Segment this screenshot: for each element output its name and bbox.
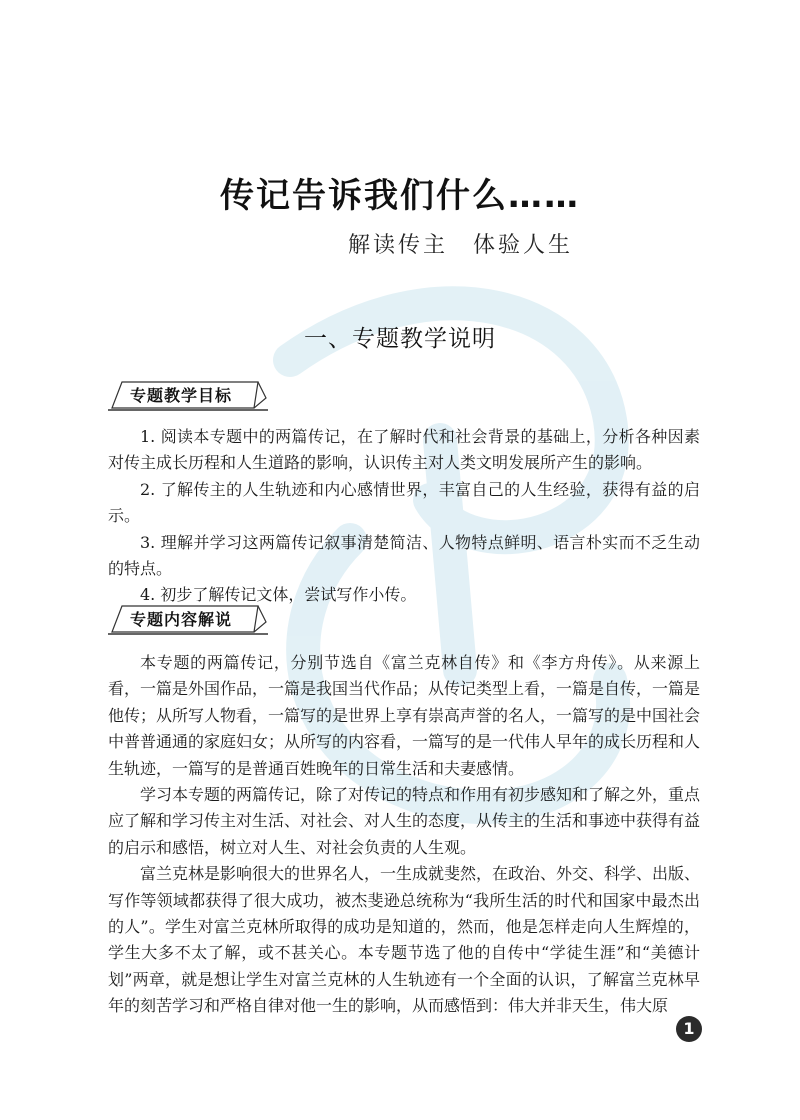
content-tab bbox=[108, 602, 278, 636]
content-paragraph-2: 学习本专题的两篇传记，除了对传记的特点和作用有初步感知和了解之外，重点应了解和学习传主对生活、对社会、对人生的态度，从传主的生活和事迹中获得有益的启示和感悟，树立对人生、对社会负责的人生观。 bbox=[108, 785, 701, 857]
goals-tab bbox=[108, 378, 278, 412]
page-title: 传记告诉我们什么…… bbox=[220, 176, 580, 216]
goal-item-2: 2. 了解传主的人生轨迹和内心感情世界，丰富自己的人生经验，获得有益的启示。 bbox=[108, 479, 700, 526]
page-number: 1 bbox=[676, 1016, 702, 1042]
section-heading: 一、专题教学说明 bbox=[304, 326, 496, 352]
goal-item-1: 1. 阅读本专题中的两篇传记，在了解时代和社会背景的基础上，分析各种因素对传主成长历程和人生道路的影响，认识传主对人类文明发展所产生的影响。 bbox=[108, 427, 700, 473]
content-tab-label: 专题内容解说 bbox=[130, 610, 233, 629]
content-body bbox=[108, 650, 700, 1020]
goals-list bbox=[108, 424, 700, 609]
page-subtitle: 解读传主 体验人生 bbox=[348, 233, 574, 258]
goal-item-3: 3. 理解并学习这两篇传记叙事清楚简洁、人物特点鲜明、语言朴实而不乏生动的特点。 bbox=[108, 532, 700, 579]
content-paragraph-1: 本专题的两篇传记，分别节选自《富兰克林自传》和《李方舟传》。从来源上看，一篇是外国作品，一篇是我国当代作品；从传记类型上看，一篇是自传，一篇是他传；从所写人物看，一篇写的是世界上享有崇高声誉的名人，一篇写的是中国社会中普普通通的家庭妇女；从所写的内容看，一篇写的是一代伟人早年的成长历程和人生轨迹，一篇写的是普通百姓晚年的日常生活和夫妻感情。 bbox=[108, 653, 701, 778]
content-paragraph-3: 富兰克林是影响很大的世界名人，一生成就斐然，在政治、外交、科学、出版、写作等领域都获得了很大成功，被杰斐逊总统称为“我所生活的时代和国家中最杰出的人”。学生对富兰克林所取得的成功是知道的，然而，他是怎样走向人生辉煌的，学生大多不太了解，或不甚关心。本专题节选了他的自传中“学徒生涯”和“美德计划”两章，就是想让学生对富兰克林的人生轨迹有一个全面的认识，了解富兰克林早年的刻苦学习和严格自律对他一生的影响，从而感悟到：伟大并非天生，伟大原 bbox=[108, 864, 701, 1016]
goal-item-4: 4. 初步了解传记文体，尝试写作小传。 bbox=[140, 585, 417, 605]
goals-tab-label: 专题教学目标 bbox=[130, 386, 233, 405]
